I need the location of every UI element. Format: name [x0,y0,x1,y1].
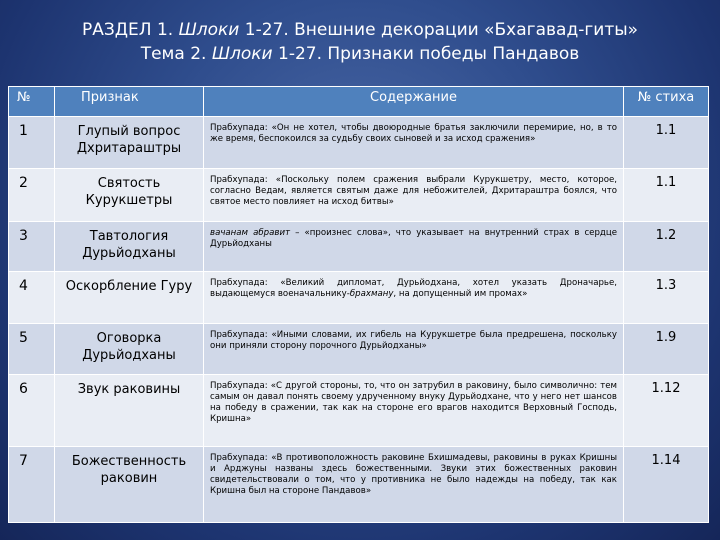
row-content [204,375,624,447]
row-content [204,222,624,272]
row-sign: Оскорбление Гуру [55,272,204,324]
row-verse: 1.2 [624,222,709,272]
header-verse: № стиха [624,87,709,117]
title-line-2-prefix: Тема 2. [140,44,212,64]
row-number: 5 [9,324,55,375]
row-content-before: Прабхупада: «Великий дипломат, Дурьйодхана, хотел указать Дроначарье, выдающемуся военачальнику- [210,278,617,299]
title-line-2-italic: Шлоки [211,44,273,64]
row-verse: 1.12 [624,375,709,447]
row-content-before: Прабхупада: «Поскольку полем сражения выбрали Курукшетру, место, которое, согласно Ведам, является святым даже для небожителей, Дхритараштра боялся, что святое место повлияет на исход битвы» [210,175,617,207]
row-content-after: , на допущенный им промах» [393,289,528,299]
slide-title [0,18,720,66]
row-sign: Глупый вопрос Дхритараштры [55,117,204,169]
table-row [9,272,709,324]
row-sign: Звук раковины [55,375,204,447]
table-row [9,447,709,523]
row-number: 7 [9,447,55,523]
row-content-before: Прабхупада: «С другой стороны, то, что он затрубил в раковину, было символично: тем самым он давал понять своему удрученному внуку Дурьйодхане, что у него нет шансов на победу в сражении, так как на стороне его врагов находится Верховный Господь, Кришна» [210,381,617,424]
row-number: 6 [9,375,55,447]
row-number: 4 [9,272,55,324]
row-number: 3 [9,222,55,272]
title-line-1 [0,18,720,42]
row-verse: 1.3 [624,272,709,324]
row-sign: Божественность раковин [55,447,204,523]
table-header-row [9,87,709,117]
row-content [204,169,624,222]
title-line-1-italic: Шлоки [178,20,240,40]
row-content-before: Прабхупада: «Он не хотел, чтобы двоюродные братья заключили перемирие, но, в то же время, беспокоился за судьбу своих сыновей и за исход сражения» [210,123,617,144]
table-row [9,169,709,222]
row-content [204,447,624,523]
row-content-after: – «произнес слова», что указывает на внутренний страх в сердце Дурьйодханы [210,228,618,249]
header-content: Содержание [204,87,624,117]
row-number: 2 [9,169,55,222]
header-sign: Признак [55,87,204,117]
row-content-italic: вачанам абравит [210,228,291,238]
row-verse: 1.14 [624,447,709,523]
row-number: 1 [9,117,55,169]
signs-table [8,86,709,523]
title-line-2 [0,42,720,66]
row-verse: 1.1 [624,169,709,222]
row-verse: 1.1 [624,117,709,169]
table-row [9,222,709,272]
row-content [204,324,624,375]
row-content-italic: брахману [349,289,394,299]
title-line-2-suffix: 1-27. Признаки победы Пандавов [272,44,580,64]
row-content-before: Прабхупада: «Иными словами, их гибель на Курукшетре была предрешена, поскольку они приняли сторону порочного Дурьйодханы» [210,330,617,351]
title-line-1-prefix: РАЗДЕЛ 1. [81,20,179,40]
row-content-before: Прабхупада: «В противоположность раковине Бхишмадевы, раковины в руках Кришны и Арджуны названы здесь божественными. Звуки этих божественных раковин свидетельствовали о том, что у противника не было надежды на победу, так как Кришна был на стороне Пандавов» [210,453,617,496]
table-row [9,375,709,447]
row-sign: Оговорка Дурьйодханы [55,324,204,375]
row-sign: Святость Курукшетры [55,169,204,222]
table-row [9,324,709,375]
signs-table-container [8,86,708,523]
row-content [204,272,624,324]
row-sign: Тавтология Дурьйодханы [55,222,204,272]
table-row [9,117,709,169]
table-body [9,117,709,523]
row-verse: 1.9 [624,324,709,375]
header-number: № [9,87,55,117]
title-line-1-suffix: 1-27. Внешние декорации «Бхагавад-гиты» [239,20,639,40]
row-content [204,117,624,169]
